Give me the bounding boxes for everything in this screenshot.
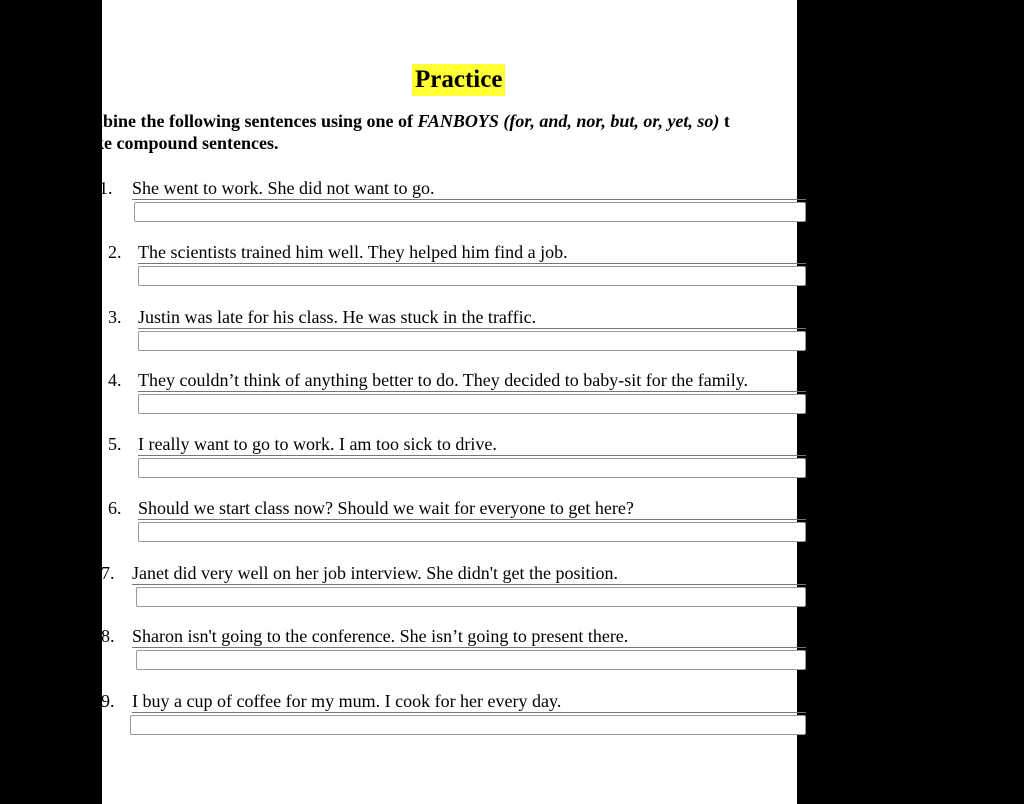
answer-field[interactable] [136,587,806,607]
worksheet-page [88,0,797,804]
item-number: 2. [108,242,122,262]
underline [138,263,806,264]
item-number: 7. [101,563,115,583]
page-title: Practice [412,64,505,96]
item-sentence: They couldn’t think of anything better to do. They decided to baby-sit for the family. [138,370,749,390]
instructions [88,110,822,154]
underline [138,328,806,329]
item-sentence: I buy a cup of coffee for my mum. I cook for her every day. [132,691,562,711]
instructions-cut-text: t [719,111,730,131]
answer-field[interactable] [134,202,806,222]
list-item [102,498,802,558]
answer-field[interactable] [130,715,806,735]
item-sentence: Janet did very well on her job interview. She didn't get the position. [132,563,618,583]
item-sentence: Justin was late for his class. He was stuck in the traffic. [138,307,537,327]
answer-field[interactable] [138,331,806,351]
underline [132,712,806,713]
instructions-line-1 [88,110,822,132]
list-item [102,370,802,430]
answer-field[interactable] [138,266,806,286]
underline [132,647,806,648]
item-number: 6. [108,498,122,518]
underline [138,519,806,520]
item-sentence: Should we start class now? Should we wait for everyone to get here? [138,498,634,518]
item-sentence: I really want to go to work. I am too sick to drive. [138,434,497,454]
item-number: 8. [101,626,115,646]
answer-field[interactable] [138,394,806,414]
item-sentence: She went to work. She did not want to go. [132,178,435,198]
underline [138,455,806,456]
item-number: 9. [101,691,115,711]
instructions-line-2: ke compound sentences. [94,133,279,153]
underline [132,199,806,200]
item-sentence: The scientists trained him well. They helped him find a job. [138,242,568,262]
list-item [102,563,802,623]
list-item [102,434,802,494]
item-number: 3. [108,307,122,327]
underline [138,391,806,392]
list-item [102,242,802,302]
item-number: 4. [108,370,122,390]
answer-field[interactable] [138,522,806,542]
list-item [99,178,802,238]
list-item [102,626,802,686]
item-number: 1. [99,178,113,198]
fanboys-text: FANBOYS (for, and, nor, but, or, yet, so) [417,111,720,131]
answer-field[interactable] [136,650,806,670]
instructions-text: mbine the following sentences using one of [88,111,418,131]
underline [132,584,806,585]
item-sentence: Sharon isn't going to the conference. She isn’t going to present there. [132,626,629,646]
list-item [102,691,802,751]
list-item [102,307,802,367]
answer-field[interactable] [138,458,806,478]
item-number: 5. [108,434,122,454]
